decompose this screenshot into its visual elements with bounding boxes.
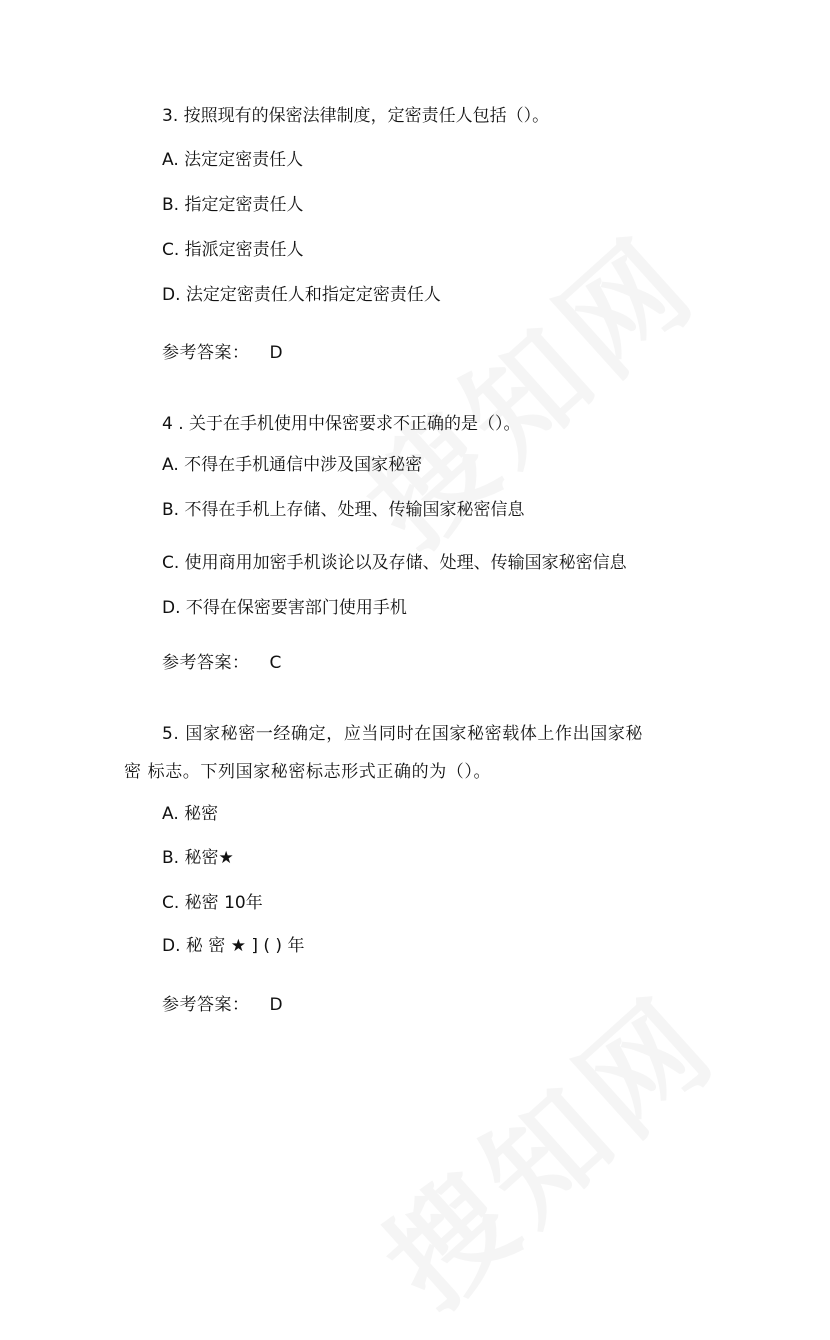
- question-5-option-c: C. 秘密 10年: [162, 893, 263, 913]
- question-5-answer: [162, 993, 283, 1017]
- answer-value: C: [269, 653, 282, 673]
- question-3-stem: 3. 按照现有的保密法律制度，定密责任人包括（）。: [162, 106, 550, 126]
- question-4-option-c: C. 使用商用加密手机谈论以及存储、处理、传输国家秘密信息: [162, 553, 627, 573]
- question-5-option-d: D. 秘 密 ★ ] ( ) 年: [162, 936, 305, 956]
- answer-value: D: [269, 995, 284, 1015]
- question-4-option-a: A. 不得在手机通信中涉及国家秘密: [162, 455, 423, 475]
- watermark: [323, 192, 728, 581]
- question-3-answer: [162, 341, 283, 365]
- question-3-option-a: A. 法定定密责任人: [162, 150, 304, 170]
- question-3-option-c: C. 指派定密责任人: [162, 240, 304, 260]
- question-4-stem: 4 . 关于在手机使用中保密要求不正确的是（）。: [162, 414, 521, 434]
- question-4-option-b: B. 不得在手机上存储、处理、传输国家秘密信息: [162, 500, 525, 520]
- answer-value: D: [269, 343, 284, 363]
- question-5-option-a: A. 秘密: [162, 804, 219, 824]
- watermark: [343, 952, 748, 1340]
- question-5-stem-line-1: 5. 国家秘密一经确定，应当同时在国家秘密载体上作出国家秘: [162, 724, 644, 744]
- answer-label: 参考答案：: [162, 995, 250, 1015]
- question-3-option-b: B. 指定定密责任人: [162, 195, 304, 215]
- question-4-answer: [162, 651, 282, 675]
- question-5-stem-line-2: 密 标志。下列国家秘密标志形式正确的为（）。: [124, 762, 492, 782]
- question-4-option-d: D. 不得在保密要害部门使用手机: [162, 598, 407, 618]
- answer-label: 参考答案：: [162, 653, 250, 673]
- question-3-option-d: D. 法定定密责任人和指定定密责任人: [162, 285, 441, 305]
- answer-label: 参考答案：: [162, 343, 250, 363]
- question-5-option-b: B. 秘密★: [162, 848, 234, 868]
